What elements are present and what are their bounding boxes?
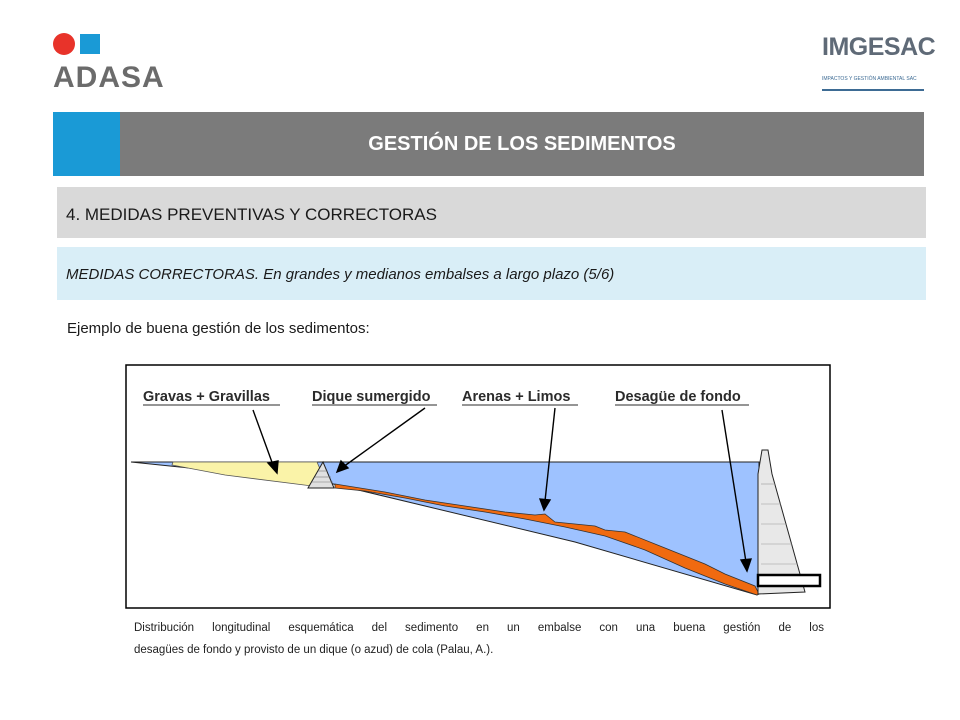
page-title: GESTIÓN DE LOS SEDIMENTOS bbox=[368, 133, 676, 155]
red-circle-icon bbox=[53, 33, 75, 55]
caption-line-2: desagües de fondo y provisto de un dique (o azud) de cola (Palau, A.). bbox=[134, 644, 494, 656]
title-accent-block bbox=[53, 112, 120, 176]
title-bar bbox=[53, 112, 924, 176]
sediment-diagram bbox=[125, 364, 831, 609]
label-dique: Dique sumergido bbox=[312, 389, 431, 405]
adasa-logo bbox=[53, 33, 183, 95]
figure-caption bbox=[134, 617, 824, 661]
adasa-logo-text: ADASA bbox=[53, 61, 165, 94]
imgesac-logo-text: IMGESAC bbox=[822, 33, 936, 61]
imgesac-logo-subtitle: IMPACTOS Y GESTIÓN AMBIENTAL SAC bbox=[822, 76, 917, 82]
intro-text: Ejemplo de buena gestión de los sedimentos: bbox=[67, 320, 370, 337]
section-bar bbox=[57, 187, 926, 238]
subsection-heading: MEDIDAS CORRECTORAS. En grandes y medianos embalses a largo plazo (5/6) bbox=[66, 266, 615, 283]
section-heading: 4. MEDIDAS PREVENTIVAS Y CORRECTORAS bbox=[66, 205, 437, 224]
label-gravas: Gravas + Gravillas bbox=[143, 389, 270, 405]
bottom-outlet bbox=[758, 575, 820, 586]
imgesac-logo-underline bbox=[822, 89, 924, 91]
label-desague: Desagüe de fondo bbox=[615, 389, 741, 405]
label-arenas: Arenas + Limos bbox=[462, 389, 571, 405]
caption-line-1: Distribución longitudinal esquemática del sedimento en un embalse con una buena gestión de los bbox=[134, 622, 824, 634]
subsection-bar bbox=[57, 247, 926, 300]
imgesac-logo bbox=[820, 33, 936, 93]
blue-square-icon bbox=[80, 34, 100, 54]
